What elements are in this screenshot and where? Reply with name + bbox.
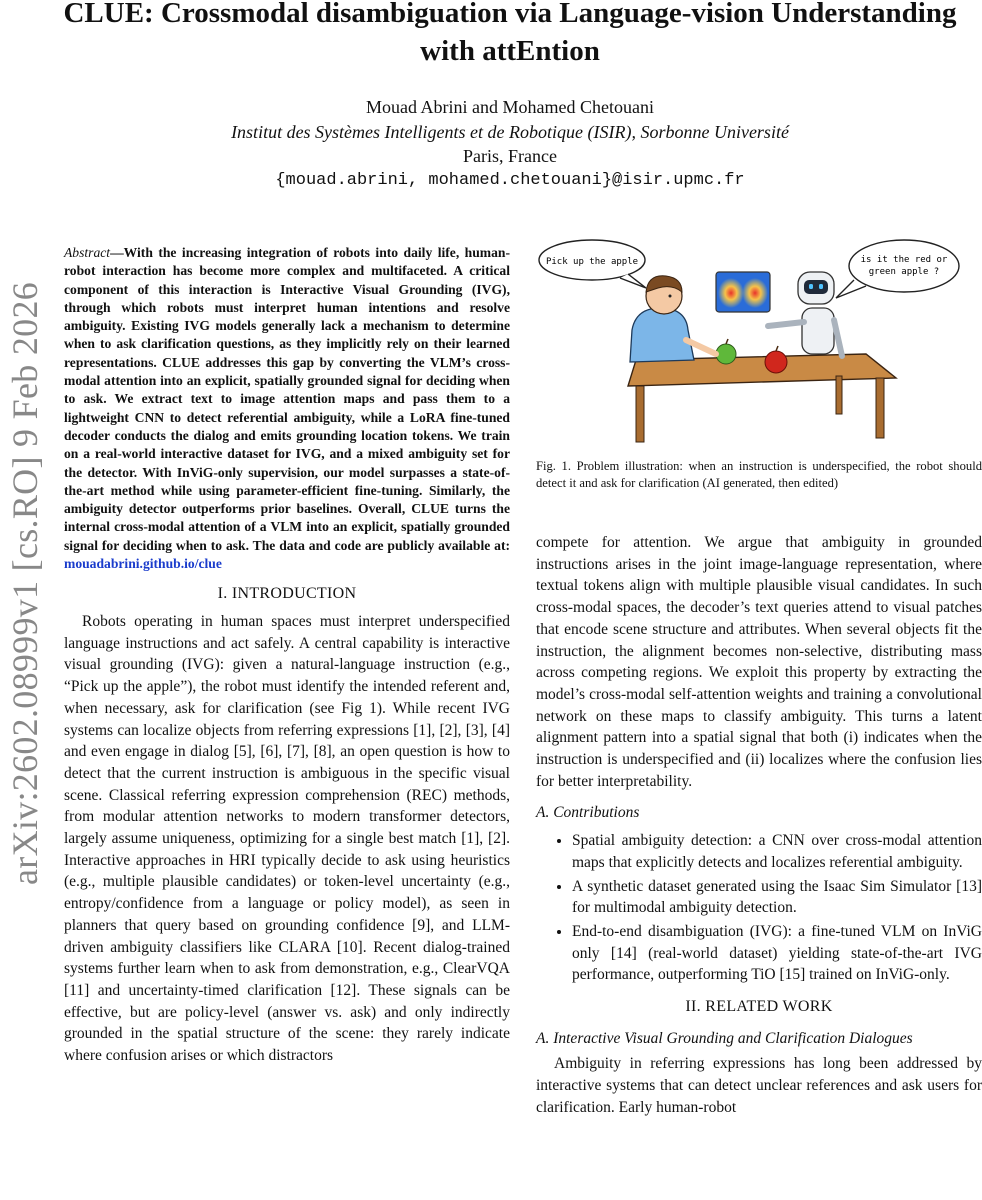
abstract-lead: Abstract — [64, 245, 111, 260]
paper-title: CLUE: Crossmodal disambiguation via Language-vision Understanding with attEntion — [63, 0, 957, 67]
bubble-right-text-2: green apple ? — [868, 267, 940, 277]
left-column — [64, 244, 510, 1067]
section-heading-introduction: I. INTRODUCTION — [217, 585, 357, 603]
affiliation: Institut des Systèmes Intelligents et de Robotique (ISIR), Sorbonne Université — [231, 121, 789, 142]
figure-caption: Fig. 1. Problem illustration: when an instruction is underspecified, the robot should detect it and ask for clarification (AI generated, then edited) — [536, 459, 982, 490]
bubble-left-text: Pick up the apple — [545, 257, 639, 267]
right-column — [536, 532, 982, 1119]
project-link[interactable]: mouadabrini.github.io/clue — [64, 556, 222, 572]
contributions-list — [536, 830, 982, 986]
author-block — [40, 95, 980, 193]
boy-figure — [630, 276, 716, 362]
red-apple-icon — [765, 346, 787, 373]
related-paragraph: Ambiguity in referring expressions has long been addressed by interactive systems that can detect unclear references and ask users for clarification. Early human-robot — [536, 1055, 982, 1116]
abstract: Abstract—With the increasing integration of robots into daily life, human-robot interaction has become more complex and multifaceted. A critical component of this interaction is Interactive Visual Grounding (IVG), through which robots must interpret human intentions and resolve ambiguity. Existing IVG models generally lack a mechanism to determine when to ask clarification questions, as they implicitly rely on their learned representations. CLUE addresses this gap by converting the VLM’s cross-modal attention into an explicit, spatially grounded signal for deciding when to ask. We extract text to image attention maps and pass them to a lightweight CNN to detect referential ambiguity, while a LoRA fine-tuned decoder conducts the dialog and emits grounding location tokens. We train on a real-world interactive dataset for IVG, and a mixed ambiguity set for the detector. With InViG-only supervision, our model surpasses a state-of-the-art method while using parameter-efficient fine-tuning. Similarly, the ambiguity detector outperforms prior baselines. Overall, CLUE turns the internal cross-modal attention of a VLM into an explicit, spatially grounded signal for deciding when to ask. The data and code are publicly available at: mouadabrini.github.io/clue — [64, 245, 510, 572]
list-item: • End-to-end disambiguation (IVG): a fine-tuned VLM on InViG only [14] (real-world dataset) yielding state-of-the-art IVG performance, outperforming TiO [15] trained on InViG-only. — [572, 921, 982, 986]
list-item: • A synthetic dataset generated using the Isaac Sim Simulator [13] for multimodal ambiguity detection. — [572, 876, 982, 919]
subsection-contributions: A. Contributions — [536, 804, 640, 822]
green-apple-icon — [716, 339, 736, 364]
location: Paris, France — [463, 146, 557, 166]
table — [628, 354, 896, 442]
speech-bubble-right — [836, 240, 959, 298]
email: {mouad.abrini, mohamed.chetouani}@isir.upmc.fr — [275, 170, 745, 190]
figure-1 — [536, 236, 982, 446]
author-names: Mouad Abrini and Mohamed Chetouani — [366, 97, 654, 117]
bubble-right-text-1: is it the red or — [860, 255, 948, 265]
abstract-body: With the increasing integration of robots into daily life, human-robot interaction has become more complex and multifaceted. A critical component of this interaction is Interactive Visual Grounding (IVG), through which robots must interpret human intentions and resolve ambiguity. Existing IVG models generally lack a mechanism to determine when to ask clarification questions, as they implicitly rely on their learned representations. CLUE addresses this gap by converting the VLM’s cross-modal attention into an explicit, spatially grounded signal for deciding when to ask. We extract text to image attention maps and pass them to a lightweight CNN to detect referential ambiguity, while a LoRA fine-tuned decoder conducts the dialog and emits grounding location tokens. We train on a real-world interactive dataset for IVG, and a mixed ambiguity set for the detector. With InViG-only supervision, our model surpasses a state-of-the-art method while using parameter-efficient fine-tuning. Similarly, the ambiguity detector outperforms prior baselines. Overall, CLUE turns the internal cross-modal attention of a VLM into an explicit, spatially grounded signal for deciding when to ask. The data and code are publicly available at: — [64, 245, 510, 553]
section-heading-related-work: II. RELATED WORK — [685, 998, 833, 1016]
arxiv-stamp: arXiv:2602.08999v1 [cs.RO] 9 Feb 2026 — [5, 281, 45, 885]
intro-paragraph: Robots operating in human spaces must interpret underspecified language instructions and act safely. A central capability is interactive visual grounding (IVG): given a natural-language instruction (e.g., “Pick up the apple”), the robot must identify the intended referent and, when necessary, ask for clarification (see Fig 1). While recent IVG systems can localize objects from referring expressions [1], [2], [3], [4] and even engage in dialog [5], [6], [7], [8], an open question is how to detect that the current instruction is ambiguous in the specific visual scene. Classical referring expression comprehension (REC) methods, from modular attention networks to modern transformer detectors, largely assume uniqueness, optimizing for a single best match [1], [2]. Interactive approaches in HRI typically decide to ask using heuristics (e.g., multiple plausible candidates) or token-level uncertainty (e.g., entropy/confidence from a language or policy model), as seen in planners that query based on grounding confidence [9], and LLM-driven ambiguity classifiers like CLARA [10]. Recent dialog-trained systems further learn when to ask from demonstration, e.g., ClearVQA [11] and uncertainty-timed clarification [12]. These signals can be effective, but are policy-level (answer vs. ask) and only indirectly grounded in the spatial structure of the scene: they rarely indicate where confusion arises or which distractors — [64, 613, 510, 1065]
attention-heatmap-icon — [716, 272, 770, 312]
list-item: • Spatial ambiguity detection: a CNN over cross-modal attention maps that explicitly detects and localizes referential ambiguity. — [572, 830, 982, 873]
intro-continuation: compete for attention. We argue that ambiguity in grounded instructions arises in the joint image-language representation, where textual tokens align with multiple plausible visual candidates. In such cross-modal spaces, the decoder’s text queries attend to visual patches that encode scene structure and attributes. When several objects fit the instruction, the alignment becomes non-selective, distributing mass across competing regions. We exploit this property by extracting the model’s cross-modal self-attention weights and training a convolutional network on these maps to classify ambiguity. This turns a latent alignment pattern into a spatial signal that both (i) indicates when the instruction is underspecified and (ii) localizes where the confusion lies for better interpretability. — [536, 534, 982, 790]
robot-figure — [768, 272, 842, 356]
subsection-ivg: A. Interactive Visual Grounding and Clarification Dialogues — [536, 1029, 913, 1047]
speech-bubble-left — [539, 240, 646, 288]
